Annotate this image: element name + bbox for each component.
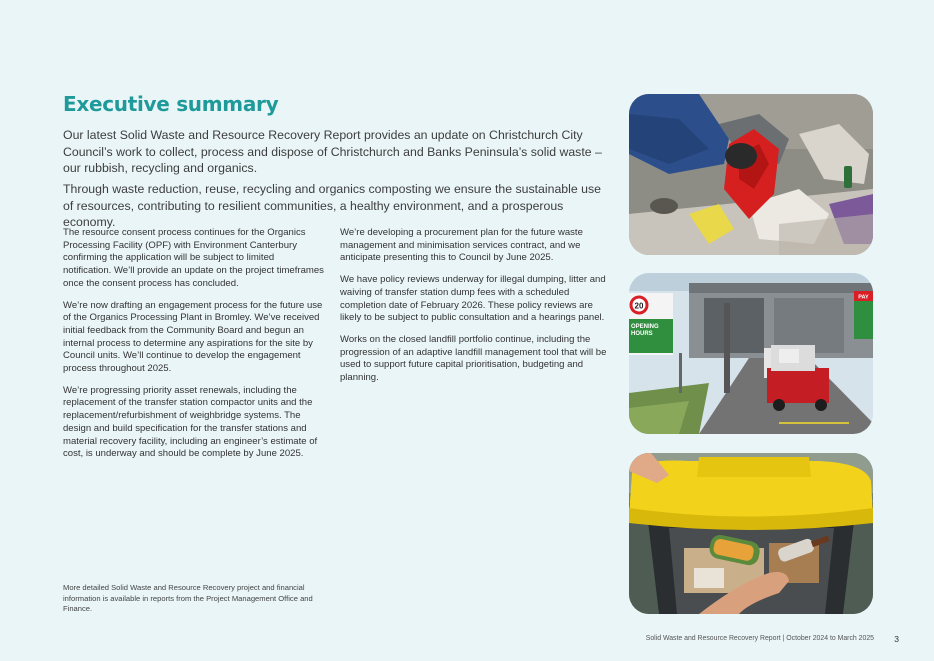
photo-recycling-bin [629, 453, 873, 614]
page-title: Executive summary [63, 92, 279, 116]
intro-paragraph-1: Our latest Solid Waste and Resource Recovery Report provides an update on Christchurch City Council’s work to collect, process and dispose of Christchurch and Banks Peninsula’s solid waste – our rubbish, recycling and organics. [63, 128, 602, 175]
footnote: More detailed Solid Waste and Resource Recovery project and financial information is available in reports from the Project Management Office and Finance. [63, 583, 313, 614]
speed-sign-text: 20 [634, 301, 644, 311]
pay-sign-text: PAY [858, 294, 869, 301]
left-paragraph-1: The resource consent process continues for the Organics Processing Facility (OPF) with Environment Canterbury confirming the application will be subject to limited notification. We’ll provide an update on the project timeframes once the consent process has concluded. [63, 227, 324, 289]
opening-sign-text: OPENING HOURS [631, 324, 659, 337]
photo-transfer-station [629, 273, 873, 434]
left-paragraph-2: We’re now drafting an engagement process for the future use of the Organics Processing Plant in Bromley. We’ve received initial feedback from the Community Board and begun an internal process to determine any aspirations for the site by Council units. We’ll continue to develop the engagement process throughout 2025. [63, 299, 323, 375]
right-column [340, 227, 612, 394]
photo-waste-sorting [629, 94, 873, 255]
right-paragraph-3: Works on the closed landfill portfolio continue, including the progression of an adaptive landfill management tool that will be used to support future capital prioritisation, budgeting and planning. [340, 333, 607, 384]
page-footer [560, 634, 900, 646]
right-paragraph-2: We have policy reviews underway for illegal dumping, litter and waiving of transfer station dump fees with a scheduled completion date of February 2026. These policy reviews are likely to be subject to public consultation and a hearings panel. [340, 274, 606, 324]
page-number: 3 [894, 634, 899, 644]
left-paragraph-3: We’re progressing priority asset renewals, including the replacement of the transfer station compactor units and the replacement/refurbishment of weighbridge systems. The design and build specification for the transfer stations and material recovery facility, including an engineer’s estimate of cost, is underway and should be complete by June 2025. [63, 384, 318, 460]
right-paragraph-1: We’re developing a procurement plan for the future waste management and minimisation services contract, and we anticipate presenting this to Council by June 2025. [340, 227, 583, 264]
left-column [63, 227, 325, 470]
intro-paragraph-2: Through waste reduction, reuse, recycling and organics composting we ensure the sustainable use of resources, contributing to resilient communities, a healthy environment, and a prosperous economy. [63, 182, 601, 229]
footer-text: Solid Waste and Resource Recovery Report | October 2024 to March 2025 [645, 635, 874, 642]
